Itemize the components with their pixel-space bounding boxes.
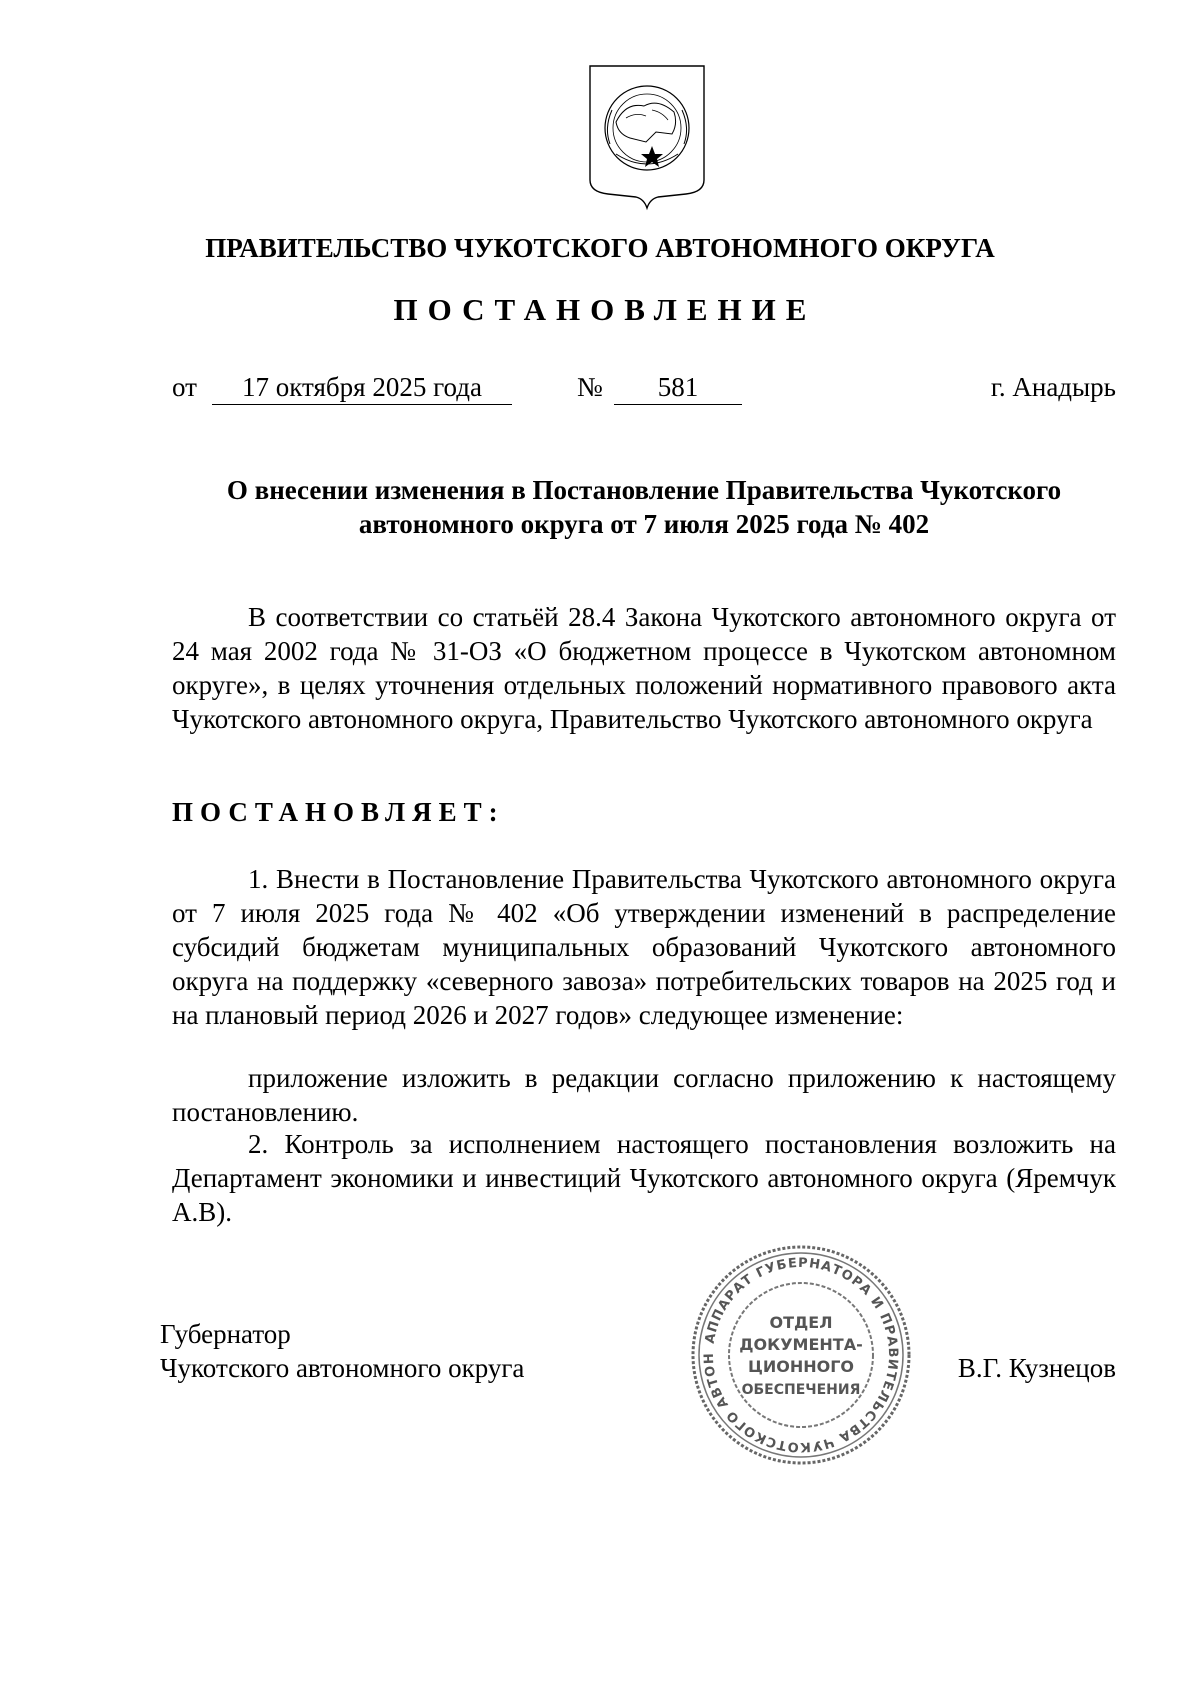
official-stamp [688, 1242, 914, 1468]
signer-title [160, 1317, 524, 1385]
document-date: 17 октября 2025 года [212, 370, 512, 405]
coat-of-arms-icon [586, 62, 708, 212]
document-city: г. Анадырь [990, 372, 1116, 402]
document-number: 581 [614, 370, 742, 405]
stamp-center-line-4: ОБЕСПЕЧЕНИЯ [741, 1382, 861, 1398]
item-1-paragraph: 1. Внести в Постановление Правительства Чукотского автономного округа от 7 июля 2025 года № 402 «Об утверждении изменений в распределение субсидий бюджетам муниципальных образований Чукотского автономного округа на поддержку «северного завоза» потребительских товаров на 2025 год и на плановый период 2026 и 2027 годов» следующее изменение: [172, 864, 1116, 1030]
signer-title-line-2: Чукотского автономного округа [160, 1353, 525, 1383]
signer-title-line-1: Губернатор [160, 1319, 291, 1349]
date-prefix: от [172, 372, 197, 402]
stamp-center-line-2: ДОКУМЕНТА- [739, 1335, 863, 1354]
item-1-sub-paragraph: приложение изложить в редакции согласно приложению к настоящему постановлению. [172, 1063, 1116, 1127]
resolves-heading: ПОСТАНОВЛЯЕТ: [172, 797, 505, 827]
item-2-paragraph: 2. Контроль за исполнением настоящего постановления возложить на Департамент экономики и инвестиций Чукотского автономного округа (Яремчук А.В). [172, 1129, 1116, 1227]
stamp-center-line-1: ОТДЕЛ [769, 1313, 833, 1332]
stamp-center-line-3: ЦИОННОГО [747, 1357, 855, 1376]
document-type: ПОСТАНОВЛЕНИЕ [393, 292, 817, 327]
preamble-paragraph: В соответствии со статьёй 28.4 Закона Чукотского автономного округа от 24 мая 2002 года № 31-ОЗ «О бюджетном процессе в Чукотском автономном округе», в целях уточнения отдельных положений нормативного правового акта Чукотского автономного округа, Правительство Чукотского автономного округа [172, 602, 1116, 734]
number-sign: № [577, 372, 603, 402]
stamp-ring-text: АППАРАТ ГУБЕРНАТОРА И ПРАВИТЕЛЬСТВА ЧУКОТСКОГО АВТОН [701, 1255, 901, 1455]
organization-title: ПРАВИТЕЛЬСТВО ЧУКОТСКОГО АВТОНОМНОГО ОКРУГА [205, 233, 995, 263]
signer-name: В.Г. Кузнецов [957, 1353, 1116, 1383]
document-subject: О внесении изменения в Постановление Правительства Чукотского автономного округа от 7 июля 2025 года № 402 [226, 475, 1062, 539]
